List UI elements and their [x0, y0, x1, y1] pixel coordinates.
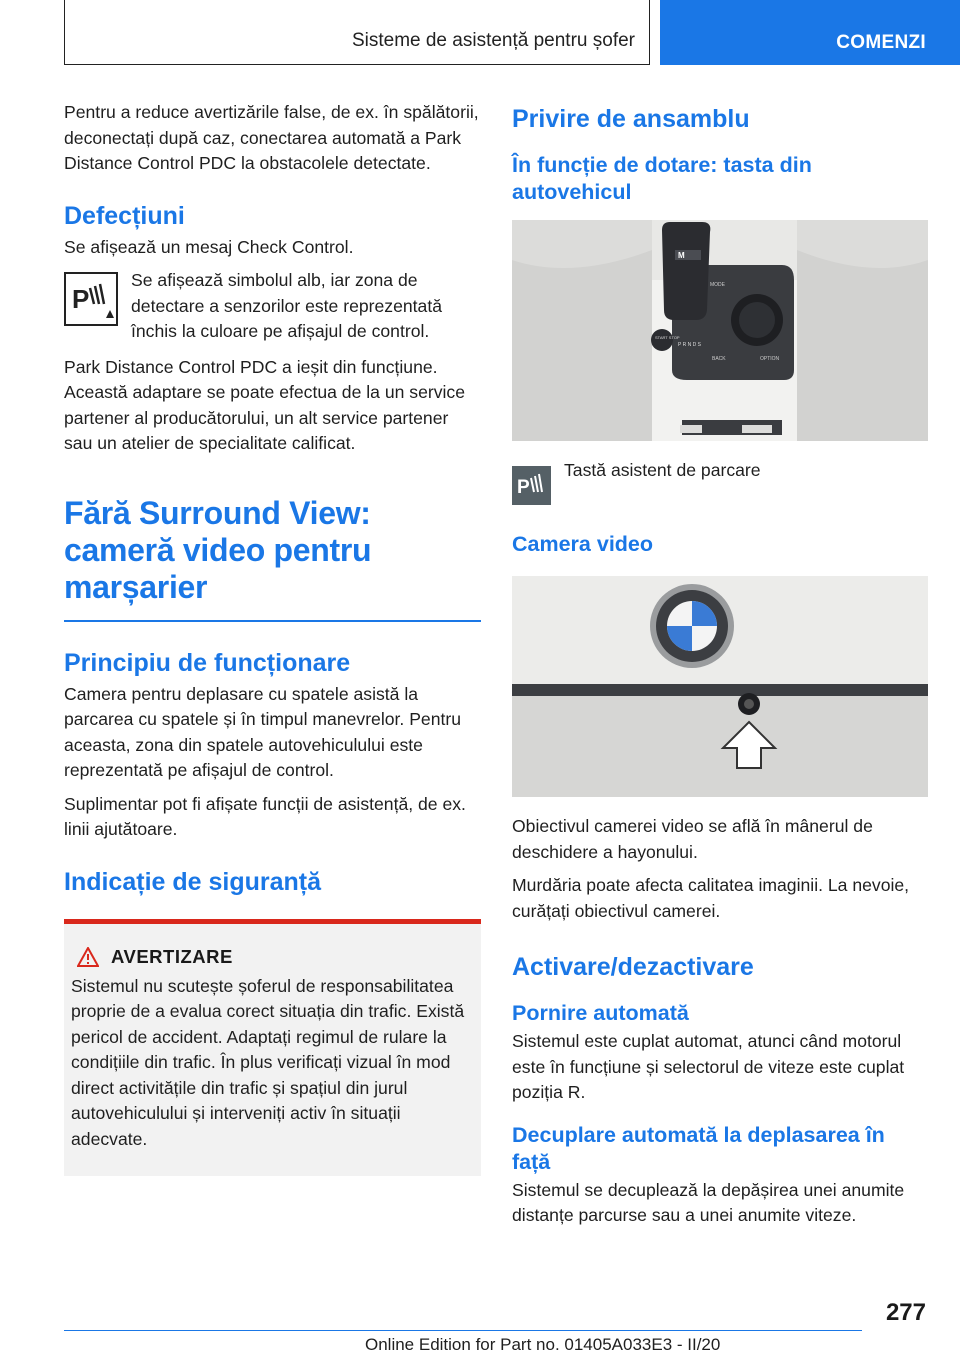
- warning-text: Sistemul nu scutește șoferul de responsabilitatea proprie de a evalua corect situația din trafic. Există pericol de accident. Adaptați regimul de rulare la condițiile din trafic. În plus verificați vizual în mod direct activitățile din trafic și spațiul din jurul autovehiculului și interveniți activ în situații adecvate.: [71, 975, 465, 1149]
- auto-on-paragraph: Sistemul este cuplat automat, atunci când motorul este în funcțiune și selectorul de viteze este cuplat poziția R.: [512, 1031, 905, 1102]
- intro-paragraph: Pentru a reduce avertizările false, de ex. în spălătorii, deconectați după caz, conectarea automată a Park Distance Control PDC la obstacolele detectate.: [64, 102, 479, 173]
- right-column: [512, 100, 928, 1237]
- footer-edition: Online Edition for Part no. 01405A033E3 - II/20: [365, 1335, 721, 1354]
- principle-paragraph-2: Suplimentar pot fi afișate funcții de asistență, de ex. linii ajutătoare.: [64, 793, 466, 839]
- faults-icon-row: [64, 268, 481, 345]
- parking-button-caption: Tastă asistent de parcare: [564, 460, 761, 480]
- svg-text:M: M: [678, 251, 685, 260]
- auto-on-heading: Pornire automată: [512, 1001, 689, 1025]
- footer-rule: [64, 1330, 862, 1331]
- header-section-tab: [64, 0, 650, 65]
- warning-box: [64, 924, 481, 1177]
- header-chapter-tab: [660, 0, 960, 65]
- warning-title-row: [77, 946, 475, 968]
- console-option-label: OPTION: [760, 356, 780, 362]
- parking-assistant-button-icon: [512, 466, 551, 505]
- activation-heading: Activare/dezactivare: [512, 953, 754, 981]
- faults-heading: Defecțiuni: [64, 201, 185, 230]
- console-mode-label: MODE: [710, 282, 725, 288]
- warning-title: AVERTIZARE: [111, 945, 233, 967]
- camera-paragraph-2: Murdăria poate afecta calitatea imaginii. La nevoie, curățați obiectivul camerei.: [512, 875, 910, 921]
- overview-heading: Privire de ansamblu: [512, 105, 750, 133]
- svg-text:P: P: [72, 284, 90, 314]
- svg-text:P: P: [517, 477, 530, 498]
- equipment-heading: În funcție de dotare: tasta din autovehicul: [512, 153, 812, 204]
- pdc-fault-icon: [64, 272, 118, 326]
- console-gear-labels: P R N D S: [678, 342, 701, 348]
- faults-icon-text: Se afișează simbolul alb, iar zona de detectare a senzorilor este reprezentată închis la culoare pe afișajul de control.: [131, 270, 443, 341]
- principle-heading: Principiu de funcționare: [64, 648, 351, 677]
- center-console-photo: [512, 220, 928, 446]
- console-start-stop-label: START STOP: [655, 335, 680, 340]
- header-chapter-title: COMENZI: [836, 32, 926, 53]
- header-section-title: Sisteme de asistență pentru șofer: [351, 30, 635, 51]
- section-rule: [64, 620, 481, 622]
- faults-paragraph-1: Se afișează un mesaj Check Control.: [64, 236, 354, 257]
- camera-paragraph-1: Obiectivul camerei video se află în mânerul de deschidere a hayonului.: [512, 816, 873, 862]
- left-column: [64, 100, 481, 1176]
- faults-paragraph-2: Park Distance Control PDC a ieșit din funcțiune. Această adaptare se poate efectua de la un service partener al producătorului, un alt service partener sau un atelier de specialitate calificat.: [64, 356, 466, 453]
- principle-paragraph-1: Camera pentru deplasare cu spatele asistă la parcarea cu spatele și în timpul manevrelor. Pentru aceasta, zona din spatele autovehiculului este reprezentată pe afișajul de control.: [64, 683, 462, 780]
- warning-triangle-icon: [77, 947, 99, 967]
- main-section-heading: Fără Surround View: cameră video pentru marșarier: [64, 494, 372, 605]
- parking-button-row: [512, 460, 928, 505]
- safety-heading: Indicație de siguranță: [64, 867, 322, 896]
- camera-heading: Camera video: [512, 532, 654, 556]
- rear-camera-photo: [512, 576, 928, 802]
- console-back-label: BACK: [712, 356, 726, 362]
- auto-off-heading: Decuplare automată la deplasarea în față: [512, 1122, 885, 1174]
- page-number: 277: [885, 1299, 926, 1326]
- auto-off-paragraph: Sistemul se decuplează la depășirea unei anumite distanțe parcurse sau a unei anumite viteze.: [512, 1179, 905, 1225]
